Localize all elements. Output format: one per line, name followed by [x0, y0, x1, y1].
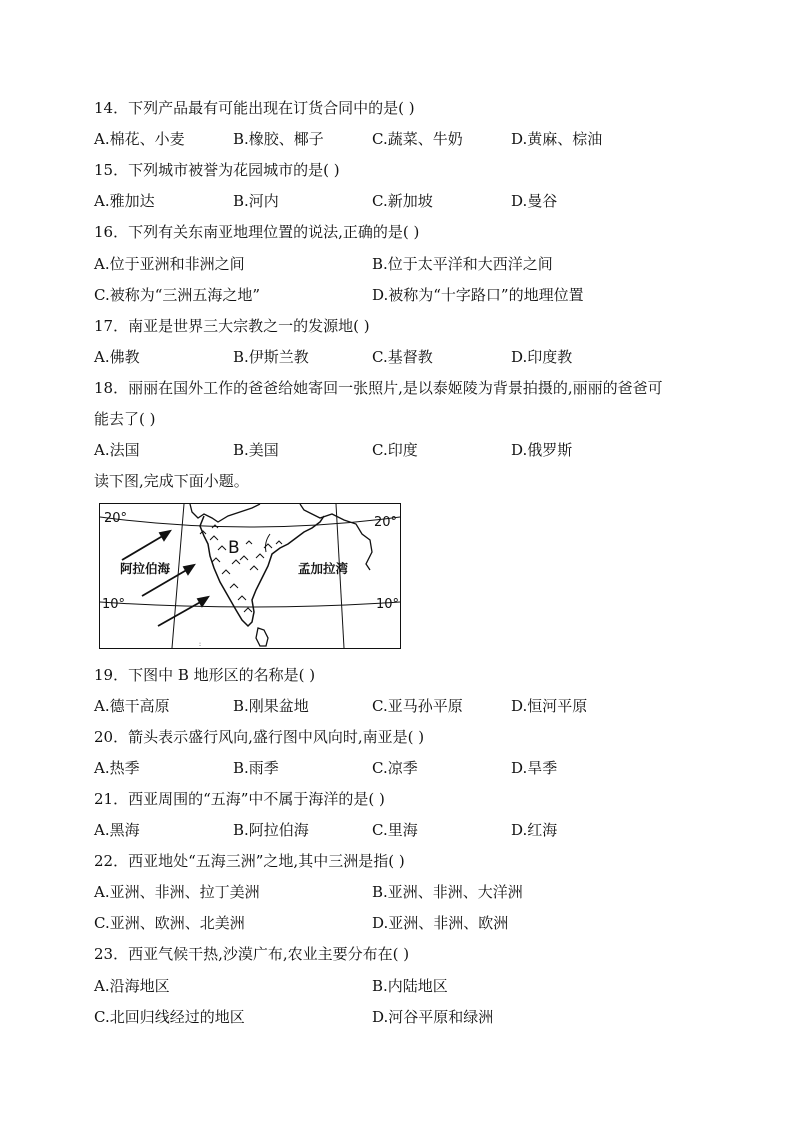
q21-option-d: D.红海 — [511, 821, 558, 839]
lat-20-right-label: 20° — [374, 515, 398, 530]
q19-option-d: D.恒河平原 — [511, 697, 588, 715]
bay-of-bengal-label: 孟加拉湾 — [298, 561, 349, 576]
question-21-stem: 21．西亚周围的“五海”中不属于海洋的是( ) — [94, 790, 385, 808]
question-18-stem-line2: 能去了( ) — [94, 410, 156, 428]
question-19-stem: 19．下图中 B 地形区的名称是( ) — [94, 666, 316, 684]
q14-option-d: D.黄麻、棕油 — [511, 130, 603, 148]
arabian-sea-label: 阿拉伯海 — [120, 561, 171, 576]
q21-option-b: B.阿拉伯海 — [233, 821, 309, 839]
q14-option-c: C.蔬菜、牛奶 — [372, 130, 463, 148]
q15-option-a: A.雅加达 — [94, 192, 155, 210]
question-14-stem: 14．下列产品最有可能出现在订货合同中的是( ) — [94, 99, 415, 117]
q22-option-c: C.亚洲、欧洲、北美洲 — [94, 914, 245, 932]
plateau-hatches — [200, 525, 282, 612]
q21-option-c: C.里海 — [372, 821, 418, 839]
q19-option-c: C.亚马孙平原 — [372, 697, 463, 715]
reading-intro: 读下图,完成下面小题。 — [94, 472, 249, 490]
map-small-mark: : — [199, 641, 202, 648]
q23-option-c: C.北回归线经过的地区 — [94, 1008, 245, 1026]
south-asia-map — [99, 503, 401, 649]
question-16-stem: 16．下列有关东南亚地理位置的说法,正确的是( ) — [94, 223, 420, 241]
q15-option-d: D.曼谷 — [511, 192, 558, 210]
question-22-stem: 22．西亚地处“五海三洲”之地,其中三洲是指( ) — [94, 852, 405, 870]
q22-option-d: D.亚洲、非洲、欧洲 — [372, 914, 509, 932]
region-b-label: B — [228, 538, 240, 558]
q19-option-a: A.德干高原 — [94, 697, 170, 715]
q18-option-a: A.法国 — [94, 441, 140, 459]
question-17-stem: 17．南亚是世界三大宗教之一的发源地( ) — [94, 317, 370, 335]
longitude-line-right — [336, 504, 344, 648]
q20-option-d: D.旱季 — [511, 759, 558, 777]
q18-option-c: C.印度 — [372, 441, 418, 459]
wind-arrows — [122, 531, 208, 626]
q16-option-b: B.位于太平洋和大西洋之间 — [372, 255, 553, 273]
latitude-10-line — [100, 602, 400, 607]
q18-option-d: D.俄罗斯 — [511, 441, 573, 459]
q19-option-b: B.刚果盆地 — [233, 697, 309, 715]
latitude-20-line — [100, 517, 400, 527]
q22-option-b: B.亚洲、非洲、大洋洲 — [372, 883, 523, 901]
sri-lanka-outline — [256, 628, 268, 646]
wind-arrow-2-head — [184, 565, 194, 574]
q17-option-d: D.印度教 — [511, 348, 573, 366]
q18-option-b: B.美国 — [233, 441, 279, 459]
q14-option-a: A.棉花、小麦 — [94, 130, 185, 148]
question-15-stem: 15．下列城市被誉为花园城市的是( ) — [94, 161, 340, 179]
q23-option-a: A.沿海地区 — [94, 977, 170, 995]
south-asia-map-svg — [100, 504, 400, 648]
wind-arrow-1-head — [160, 531, 170, 540]
question-18-stem-line1: 18．丽丽在国外工作的爸爸给她寄回一张照片,是以泰姬陵为背景拍摄的,丽丽的爸爸可 — [94, 379, 663, 397]
question-20-stem: 20．箭头表示盛行风向,盛行图中风向时,南亚是( ) — [94, 728, 425, 746]
lat-20-left-label: 20° — [104, 511, 128, 526]
wind-arrow-1 — [122, 534, 166, 560]
q16-option-d: D.被称为“十字路口”的地理位置 — [372, 286, 584, 304]
lat-10-left-label: 10° — [102, 597, 126, 612]
q16-option-c: C.被称为“三洲五海之地” — [94, 286, 261, 304]
q17-option-c: C.基督教 — [372, 348, 433, 366]
question-23-stem: 23．西亚气候干热,沙漠广布,农业主要分布在( ) — [94, 945, 410, 963]
q20-option-a: A.热季 — [94, 759, 140, 777]
coastline-north — [190, 504, 260, 522]
q22-option-a: A.亚洲、非洲、拉丁美洲 — [94, 883, 260, 901]
q17-option-b: B.伊斯兰教 — [233, 348, 309, 366]
q23-option-d: D.河谷平原和绿洲 — [372, 1008, 494, 1026]
wind-arrow-3 — [158, 600, 204, 626]
q21-option-a: A.黑海 — [94, 821, 140, 839]
q16-option-a: A.位于亚洲和非洲之间 — [94, 255, 245, 273]
q17-option-a: A.佛教 — [94, 348, 140, 366]
q20-option-c: C.凉季 — [372, 759, 418, 777]
lat-10-right-label: 10° — [376, 597, 400, 612]
q14-option-b: B.橡胶、椰子 — [233, 130, 324, 148]
wind-arrow-3-head — [198, 597, 208, 606]
q23-option-b: B.内陆地区 — [372, 977, 448, 995]
q15-option-c: C.新加坡 — [372, 192, 433, 210]
q15-option-b: B.河内 — [233, 192, 279, 210]
river-line — [266, 534, 271, 552]
q20-option-b: B.雨季 — [233, 759, 279, 777]
